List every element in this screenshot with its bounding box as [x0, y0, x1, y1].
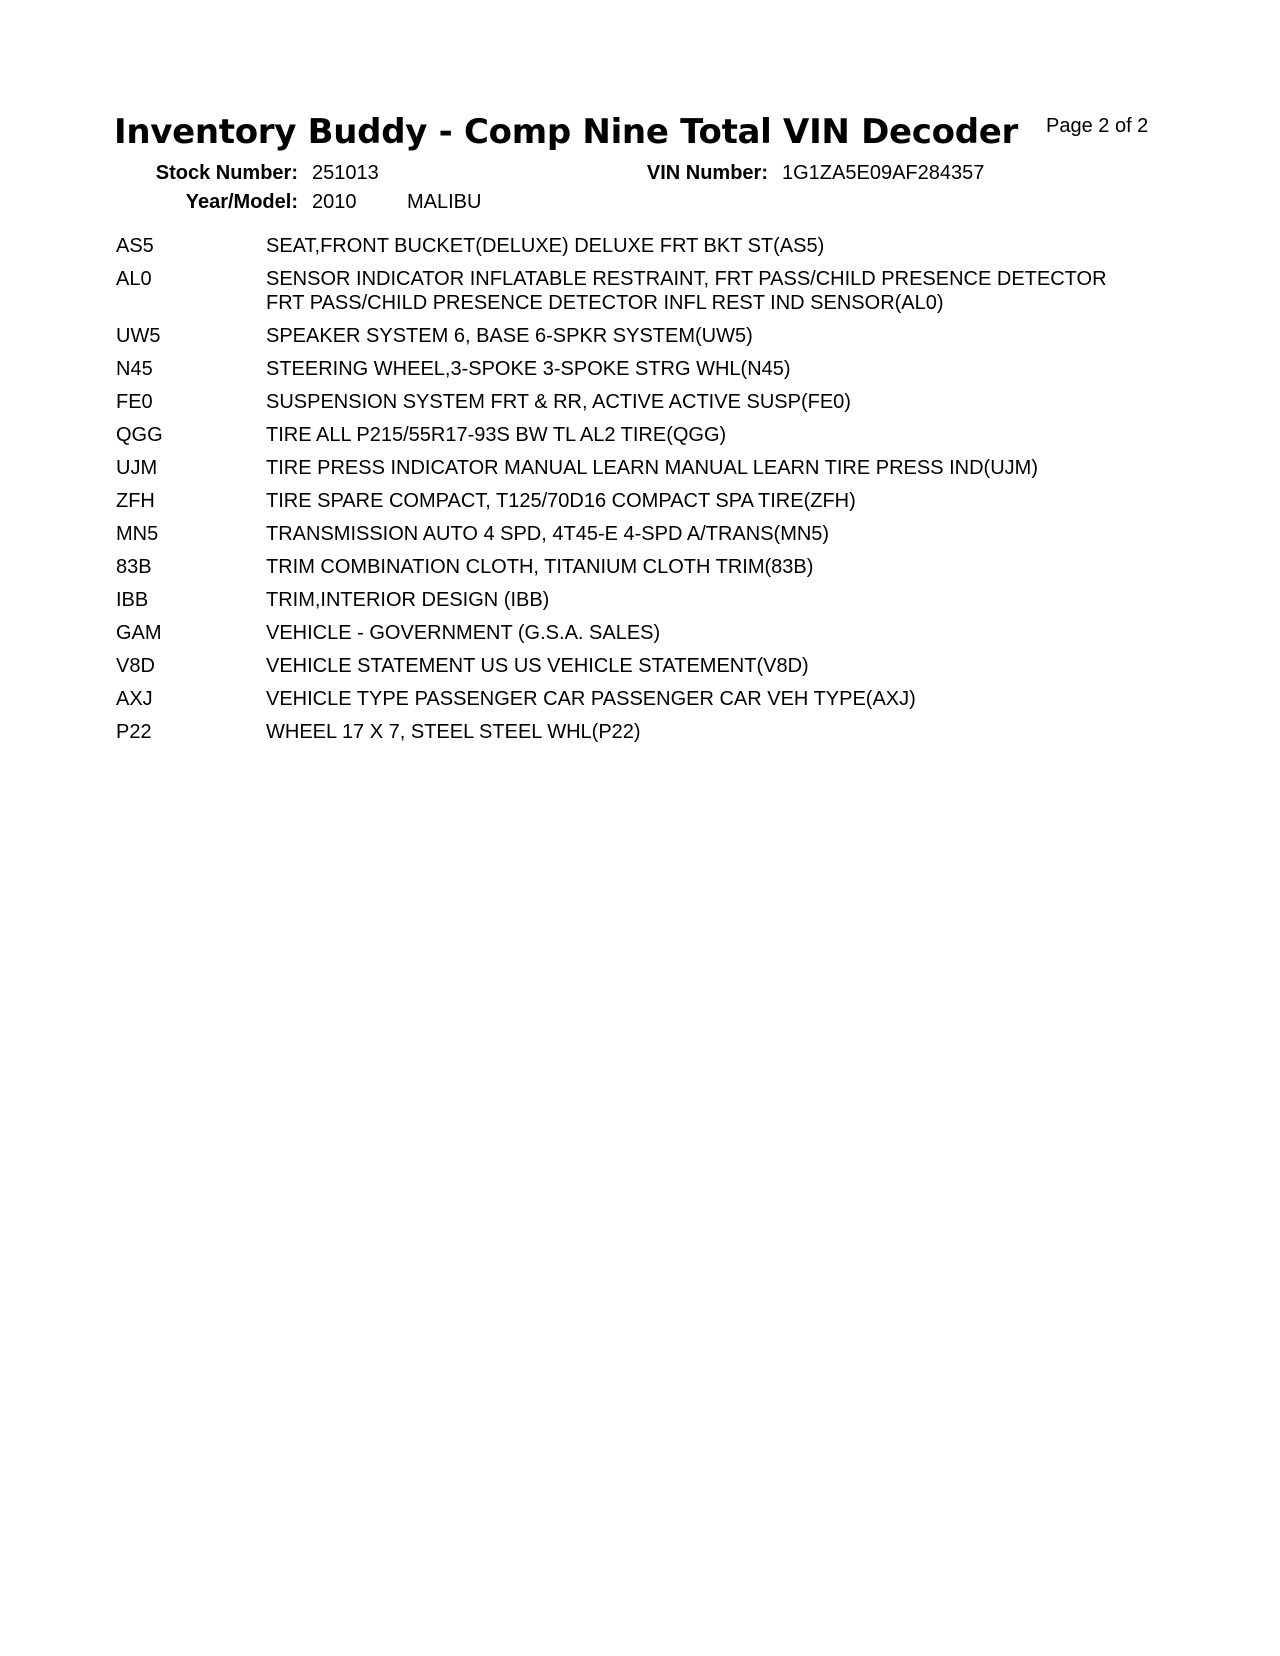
stock-number-label: Stock Number:: [155, 162, 298, 184]
year-model-label: Year/Model:: [185, 191, 298, 213]
option-code: UJM: [116, 457, 158, 479]
option-description: WHEEL 17 X 7, STEEL STEEL WHL(P22): [266, 721, 641, 743]
option-code: N45: [116, 358, 153, 380]
option-code: GAM: [116, 622, 162, 644]
option-description: TIRE SPARE COMPACT, T125/70D16 COMPACT SPA TIRE(ZFH): [266, 490, 856, 512]
option-description: STEERING WHEEL,3-SPOKE 3-SPOKE STRG WHL(N45): [266, 358, 791, 380]
option-row: [116, 234, 1176, 258]
vin-number-label: VIN Number:: [646, 162, 768, 184]
option-code: P22: [116, 721, 152, 743]
vin-number-value: 1G1ZA5E09AF284357: [782, 162, 985, 184]
option-code: UW5: [116, 325, 161, 347]
option-description: SEAT,FRONT BUCKET(DELUXE) DELUXE FRT BKT ST(AS5): [266, 235, 825, 257]
option-row: [116, 390, 1176, 414]
option-row: [116, 654, 1176, 678]
option-row: [116, 720, 1176, 744]
option-code: IBB: [116, 589, 149, 611]
option-code: AL0: [116, 268, 152, 290]
model-value: MALIBU: [407, 191, 482, 213]
option-row: [116, 357, 1176, 381]
option-code: MN5: [116, 523, 159, 545]
option-description: SPEAKER SYSTEM 6, BASE 6-SPKR SYSTEM(UW5): [266, 325, 753, 347]
option-description: TRANSMISSION AUTO 4 SPD, 4T45-E 4-SPD A/TRANS(MN5): [266, 523, 830, 545]
option-code: 83B: [116, 556, 152, 578]
option-description: VEHICLE STATEMENT US US VEHICLE STATEMENT(V8D): [266, 655, 809, 677]
option-description: VEHICLE TYPE PASSENGER CAR PASSENGER CAR VEH TYPE(AXJ): [266, 688, 916, 710]
option-row: [116, 555, 1176, 579]
option-description: TIRE PRESS INDICATOR MANUAL LEARN MANUAL LEARN TIRE PRESS IND(UJM): [266, 457, 1038, 479]
option-description: TIRE ALL P215/55R17-93S BW TL AL2 TIRE(QGG): [266, 424, 727, 446]
option-row: [116, 456, 1176, 480]
document-title: Inventory Buddy - Comp Nine Total VIN Decoder: [114, 112, 1018, 152]
option-description: TRIM,INTERIOR DESIGN (IBB): [266, 589, 550, 611]
option-code: FE0: [116, 391, 153, 413]
option-row: [116, 588, 1176, 612]
option-row: [116, 489, 1176, 513]
option-description: SUSPENSION SYSTEM FRT & RR, ACTIVE ACTIVE SUSP(FE0): [266, 391, 851, 413]
stock-number-value: 251013: [312, 162, 379, 184]
option-row: [116, 687, 1176, 711]
option-row: [116, 621, 1176, 645]
page-number: Page 2 of 2: [1046, 115, 1149, 137]
option-description: SENSOR INDICATOR INFLATABLE RESTRAINT, FRT PASS/CHILD PRESENCE DETECTOR FRT PASS/CHILD PRESENCE DETECTOR INFL REST IND SENSOR(AL0): [266, 268, 1107, 314]
option-code: QGG: [116, 424, 163, 446]
option-code: AS5: [116, 235, 154, 257]
option-row: [116, 522, 1176, 546]
option-row: [116, 423, 1176, 447]
year-value: 2010: [312, 191, 357, 213]
option-description: TRIM COMBINATION CLOTH, TITANIUM CLOTH TRIM(83B): [266, 556, 814, 578]
option-description: VEHICLE - GOVERNMENT (G.S.A. SALES): [266, 622, 661, 644]
option-row: [116, 324, 1176, 348]
option-code-list: [116, 234, 1176, 753]
option-row: [116, 267, 1176, 315]
option-code: AXJ: [116, 688, 153, 710]
option-code: ZFH: [116, 490, 155, 512]
option-code: V8D: [116, 655, 155, 677]
